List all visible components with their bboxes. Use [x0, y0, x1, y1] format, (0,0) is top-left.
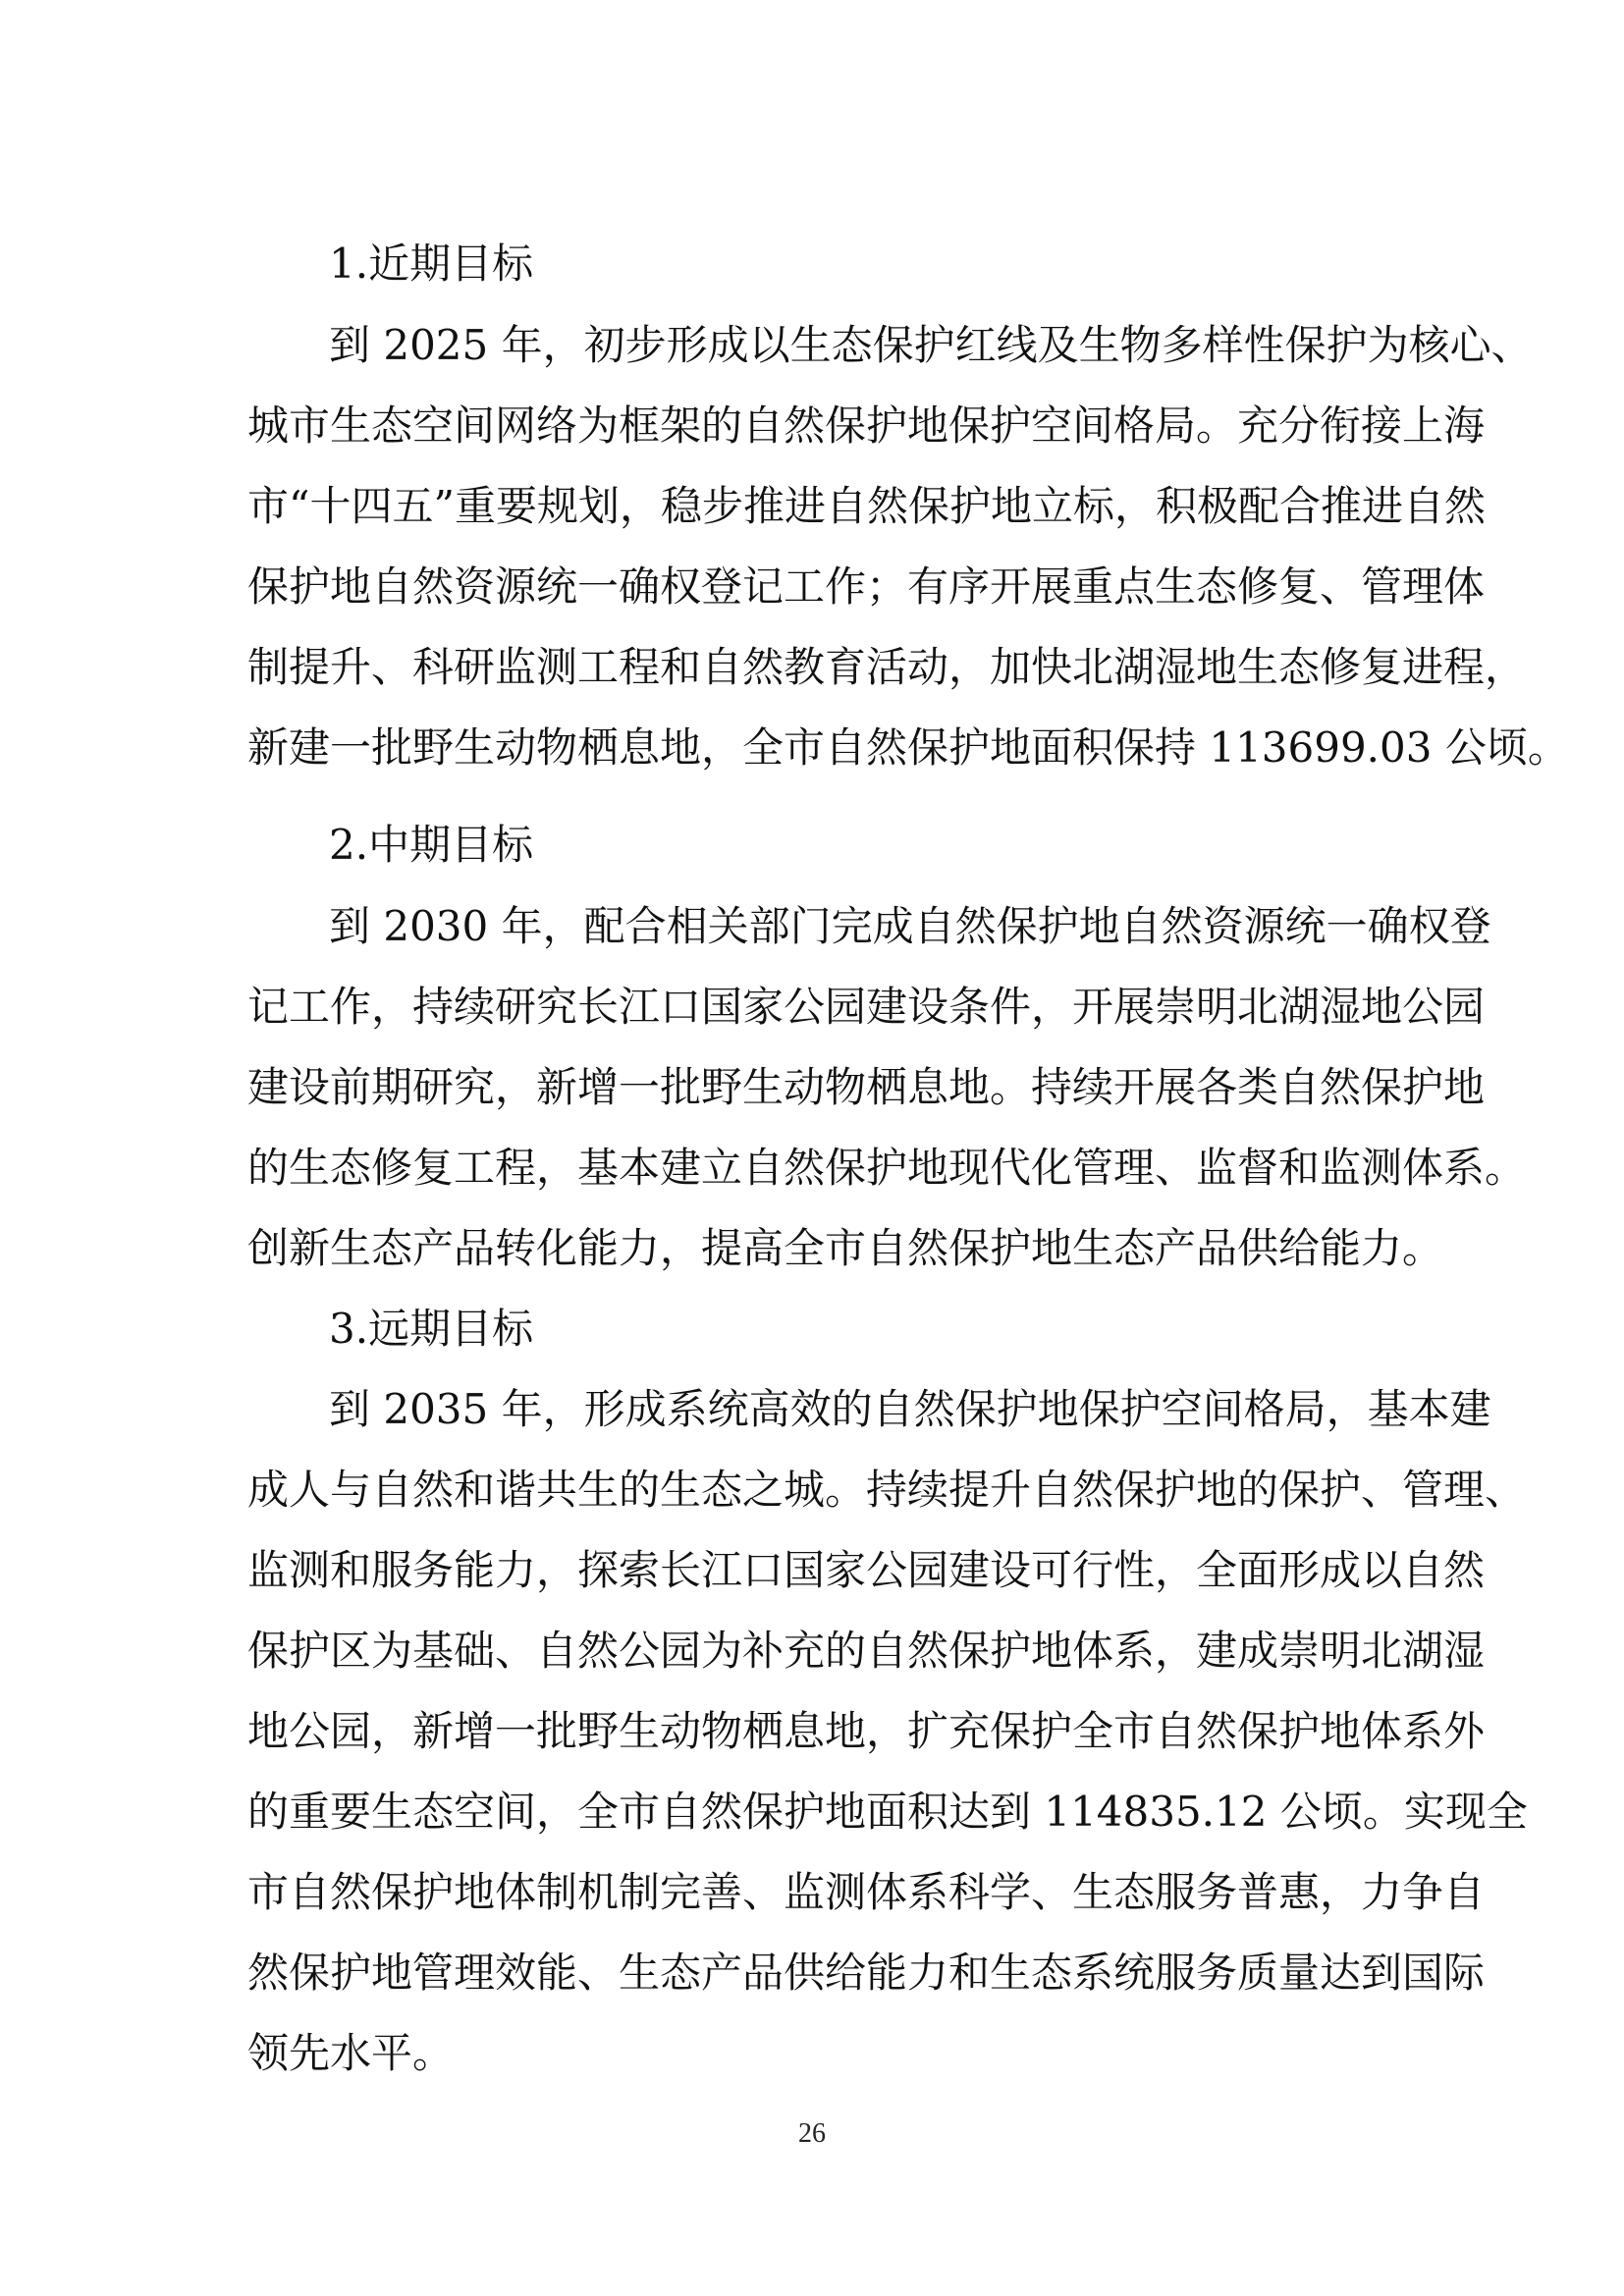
paragraph-line: 的重要生态空间，全市自然保护地面积达到 114835.12 公顷。实现全: [247, 1788, 1528, 1836]
section-heading-mid-term: 2.中期目标: [329, 821, 534, 869]
paragraph-line: 创新生态产品转化能力，提高全市自然保护地生态产品供给能力。: [247, 1224, 1444, 1272]
paragraph-line: 市“十四五”重要规划，稳步推进自然保护地立标，积极配合推进自然: [247, 482, 1486, 530]
paragraph-line: 监测和服务能力，探索长江口国家公园建设可行性，全面形成以自然: [247, 1546, 1486, 1594]
paragraph-line: 地公园，新增一批野生动物栖息地，扩充保护全市自然保护地体系外: [247, 1707, 1486, 1755]
paragraph-line: 新建一批野生动物栖息地，全市自然保护地面积保持 113699.03 公顷。: [247, 723, 1569, 772]
section-heading-long-term: 3.远期目标: [329, 1305, 534, 1353]
page-number: 26: [798, 2118, 826, 2149]
paragraph-line: 到 2025 年，初步形成以生态保护红线及生物多样性保护为核心、: [329, 321, 1533, 369]
paragraph-line: 的生态修复工程，基本建立自然保护地现代化管理、监督和监测体系。: [247, 1144, 1527, 1192]
paragraph-line: 成人与自然和谐共生的生态之城。持续提升自然保护地的保护、管理、: [247, 1466, 1527, 1514]
paragraph-line: 到 2035 年，形成系统高效的自然保护地保护空间格局，基本建: [329, 1385, 1491, 1433]
paragraph-line: 保护地自然资源统一确权登记工作；有序开展重点生态修复、管理体: [247, 562, 1486, 611]
paragraph-line: 制提升、科研监测工程和自然教育活动，加快北湖湿地生态修复进程，: [247, 643, 1527, 691]
section-heading-near-term: 1.近期目标: [329, 240, 534, 288]
paragraph-line: 然保护地管理效能、生态产品供给能力和生态系统服务质量达到国际: [247, 1949, 1486, 1997]
paragraph-line: 市自然保护地体制机制完善、监测体系科学、生态服务普惠，力争自: [247, 1868, 1486, 1916]
paragraph-line: 城市生态空间网络为框架的自然保护地保护空间格局。充分衔接上海: [247, 401, 1486, 450]
paragraph-line: 建设前期研究，新增一批野生动物栖息地。持续开展各类自然保护地: [247, 1063, 1486, 1111]
paragraph-line: 到 2030 年，配合相关部门完成自然保护地自然资源统一确权登: [329, 902, 1491, 950]
paragraph-line: 保护区为基础、自然公园为补充的自然保护地体系，建成崇明北湖湿: [247, 1627, 1486, 1675]
paragraph-line: 领先水平。: [247, 2029, 455, 2077]
paragraph-line: 记工作，持续研究长江口国家公园建设条件，开展崇明北湖湿地公园: [247, 983, 1486, 1031]
